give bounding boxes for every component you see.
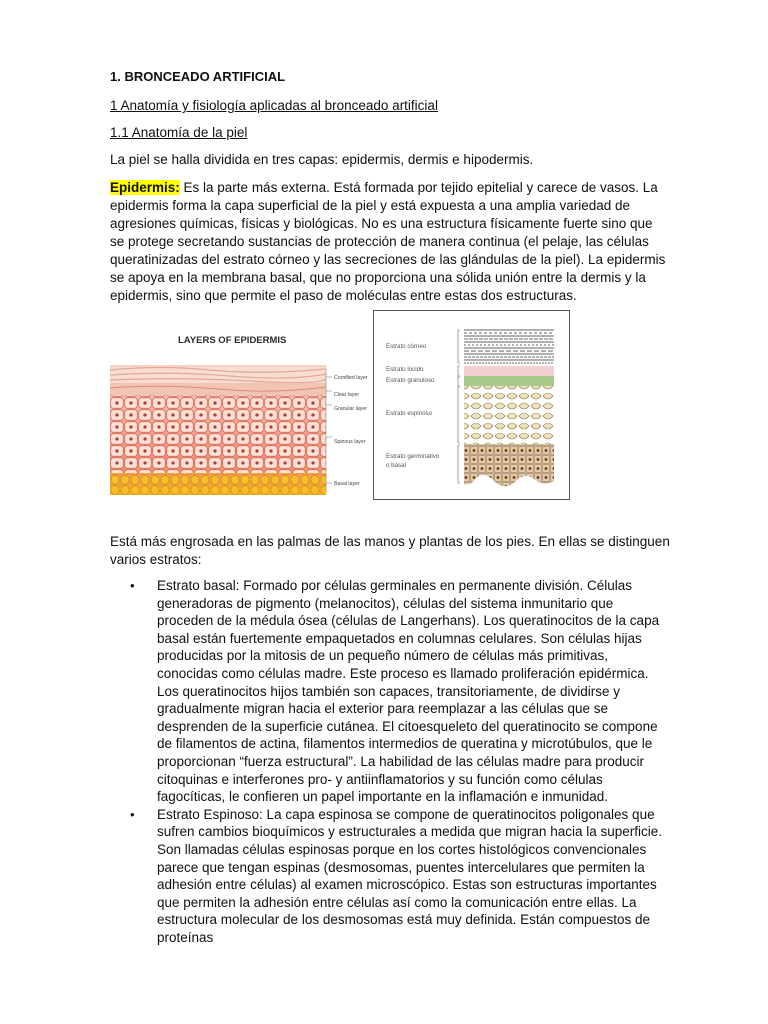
label-germinativo: Estrato germinativo [386,453,440,460]
label-lucido: Estrato lúcido [386,366,424,373]
label-spinous: Spinous layer [334,439,366,445]
section-heading: 1 Anatomía y fisiología aplicadas al bronceado artificial [110,98,438,113]
subsection-heading: 1.1 Anatomía de la piel [110,125,248,140]
label-basal: Basal layer [334,481,360,487]
label-clear: Clear layer [334,392,360,398]
bullet-icon: • [130,578,135,593]
label-espinoso: Estrato espinoso [386,410,433,417]
label-cornified: Cornified layer [334,375,368,381]
bullet-icon: • [130,806,135,822]
list-item-text: Estrato basal: Formado por células germinales en permanente división. Células generadoras de pigmento (melanocitos), células del sistema inmunitario que proceden de la médula ósea (células de Langerhans). Los queratinocitos de la capa basal están fuertemente empaquetados en columnas celulares. Son células hijas producidas por la mitosis de un pequeño número de células más primitivas, conocidas como células madre. Este proceso es llamado proliferación epidérmica. Los queratinocitos hijos también son capaces, transitoriamente, de dividirse y gradualmente migran hacia el exterior para reemplazar a las células que se desprenden de la superficie cutánea. El citoesqueleto del queratinocito se compone de filamentos de actina, filamentos intermedios de queratina y microtúbulos, que le proporcionan “fuerza estructural”. La habilidad de las células madre para producir citoquinas e interferones pro- y antiinflamatorios y su función como células fagocíticas, le confieren un papel importante en la inflamación e inmunidad. [157,578,660,805]
intro-paragraph: La piel se halla dividida en tres capas: epidermis, dermis e hipodermis. [110,152,534,167]
epidermis-text: Es la parte más externa. Está formada por tejido epitelial y carece de vasos. La epidermis forma la capa superficial de la piel y está expuesta a una amplia variedad de agresiones químicas, físicas y biológicas. No es una estructura físicamente fuerte sino que se protege secretando sustancias de protección de manera continua (el pelaje, las células queratinizadas del estrato córneo y las secreciones de las glándulas de la piel). La epidermis se apoya en la membrana basal, que no proporciona una sólida unión entre la dermis y la epidermis, sino que permite el paso de moléculas entre estas dos estructuras. [110,180,666,303]
label-basal-es: o basal [386,462,406,469]
layers-of-epidermis-figure [110,325,375,497]
figure-title: LAYERS OF EPIDERMIS [178,335,287,346]
estratos-figure [373,310,570,500]
layers-illustration [110,325,375,497]
list-item [110,577,670,806]
doc-title: 1. BRONCEADO ARTIFICIAL [110,69,286,84]
label-granuloso: Estrato granuloso [386,377,435,384]
label-granular: Granular layer [334,406,367,412]
list-item [110,806,670,947]
list-item-text: Estrato Espinoso: La capa espinosa se compone de queratinocitos poligonales que sufren cambios bioquímicos y estructurales a medida que migran hacia la superficie. Son llamadas células espinosas porque en los cortes histológicos convencionales parece que tengan espinas (desmosomas, puentes intercelulares que permiten la adhesión entre células) al examen microscópico. Estas son estructuras importantes que permiten la adhesión entre células así como la comunicación entre ellas. La estructura molecular de los desmosomas está muy definida. Están compuestos de proteínas [157,806,662,945]
strata-intro-paragraph: Está más engrosada en las palmas de las manos y plantas de los pies. En ellas se distinguen varios estratos: [110,534,670,567]
estratos-illustration [374,311,569,499]
epidermis-highlight: Epidermis: [110,180,180,195]
label-corneo: Estrato córneo [386,343,427,350]
epidermis-paragraph [110,179,670,305]
strata-list [110,577,670,946]
